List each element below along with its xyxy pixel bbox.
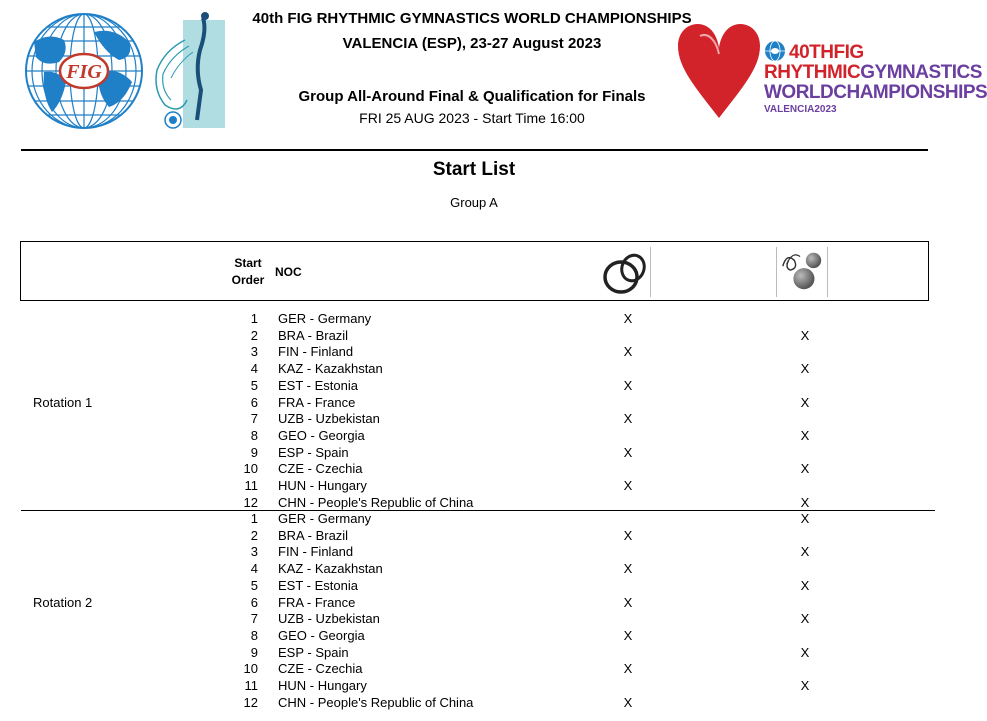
balls-ribbons-mark-cell: X — [800, 644, 810, 660]
hoops-mark-cell: X — [623, 444, 633, 460]
hoops-mark-cell: X — [623, 377, 633, 393]
start-order-cell: 2 — [250, 527, 258, 543]
document-title: Start List — [432, 159, 516, 180]
table-row — [0, 628, 940, 645]
noc-header: NOC — [275, 265, 302, 279]
event-logo-line3: WORLDCHAMPIONSHIPS — [764, 82, 987, 103]
balls-ribbons-mark-cell: X — [800, 461, 810, 477]
hoops-mark-cell: X — [623, 411, 633, 427]
event-logo-line1: 40THFIG — [789, 42, 864, 63]
championship-title: 40th FIG RHYTHMIC GYMNASTICS WORLD CHAMPIONSHIPS — [252, 10, 692, 27]
start-order-cell: 3 — [250, 544, 258, 560]
hoops-mark-cell: X — [623, 344, 633, 360]
fig-globe-logo — [24, 12, 144, 130]
event-logo-line4: VALENCIA2023 — [764, 104, 837, 115]
table-row — [0, 645, 940, 662]
noc-cell: FRA - France — [278, 594, 356, 610]
start-order-cell: 6 — [250, 594, 258, 610]
noc-cell: KAZ - Kazakhstan — [278, 561, 383, 577]
table-row — [0, 661, 940, 678]
noc-cell: FRA - France — [278, 394, 356, 410]
start-order-cell: 8 — [250, 627, 258, 643]
noc-cell: CZE - Czechia — [278, 661, 363, 677]
start-order-cell: 5 — [250, 577, 258, 593]
start-order-cell: 11 — [244, 678, 258, 693]
table-row — [0, 528, 940, 545]
balls-ribbons-mark-cell: X — [800, 678, 810, 693]
rotation-1-label: Rotation 1 — [33, 395, 93, 410]
balls-ribbons-mark-cell: X — [800, 394, 810, 410]
table-row — [0, 378, 940, 395]
noc-cell: BRA - Brazil — [278, 327, 349, 343]
group-label: Group A — [450, 195, 498, 210]
noc-cell: GER - Germany — [278, 311, 372, 326]
balls-ribbons-mark-cell: X — [800, 511, 810, 526]
session-date-time: FRI 25 AUG 2023 - Start Time 16:00 — [359, 110, 585, 126]
start-order-cell: 9 — [250, 644, 258, 660]
fig-logo-text: FIG — [66, 61, 102, 83]
noc-cell: GER - Germany — [278, 511, 372, 526]
balls-and-ribbons-icon — [776, 247, 828, 297]
table-row — [0, 544, 940, 561]
hoops-mark-cell: X — [623, 311, 633, 326]
noc-cell: EST - Estonia — [278, 377, 358, 393]
table-row — [0, 461, 940, 478]
table-row — [0, 495, 940, 512]
table-row — [0, 511, 940, 528]
hoops-mark-cell: X — [623, 661, 633, 677]
noc-cell: FIN - Finland — [278, 344, 354, 360]
noc-cell: GEO - Georgia — [278, 627, 365, 643]
noc-cell: UZB - Uzbekistan — [278, 611, 380, 627]
noc-cell: ESP - Spain — [278, 444, 349, 460]
table-row — [0, 411, 940, 428]
balls-ribbons-mark-cell: X — [800, 611, 810, 627]
table-row — [0, 328, 940, 345]
start-order-cell: 11 — [244, 478, 258, 493]
start-order-header: Start Order — [231, 256, 265, 287]
table-row — [0, 695, 940, 712]
table-row — [0, 361, 940, 378]
start-order-cell: 10 — [243, 661, 258, 677]
noc-cell: HUN - Hungary — [278, 478, 367, 493]
balls-ribbons-mark-cell: X — [800, 577, 810, 593]
start-order-cell: 4 — [250, 361, 258, 377]
header-divider — [21, 149, 928, 151]
table-row — [0, 311, 940, 328]
table-row — [0, 395, 940, 412]
start-order-cell: 1 — [250, 311, 258, 326]
table-row — [0, 578, 940, 595]
start-order-cell: 1 — [250, 511, 258, 526]
balls-ribbons-mark-cell: X — [800, 361, 810, 377]
start-order-cell: 6 — [250, 394, 258, 410]
hoops-mark-cell: X — [623, 627, 633, 643]
noc-cell: EST - Estonia — [278, 577, 358, 593]
hoops-mark-cell: X — [623, 694, 633, 710]
noc-cell: HUN - Hungary — [278, 678, 367, 693]
noc-cell: GEO - Georgia — [278, 427, 365, 443]
rotation-2-label: Rotation 2 — [33, 595, 93, 610]
start-order-cell: 5 — [250, 377, 258, 393]
hoops-mark-cell: X — [623, 561, 633, 577]
hoops-mark-cell: X — [623, 594, 633, 610]
start-order-cell: 7 — [250, 411, 258, 427]
noc-cell: CHN - People's Republic of China — [278, 494, 474, 510]
table-row — [0, 445, 940, 462]
event-logo-line2: RHYTHMICGYMNASTICS — [764, 62, 982, 83]
table-row — [0, 344, 940, 361]
noc-cell: BRA - Brazil — [278, 527, 349, 543]
icon-separator — [650, 247, 651, 297]
competition-name: Group All-Around Final & Qualification for Finals — [298, 88, 646, 105]
noc-cell: ESP - Spain — [278, 644, 349, 660]
event-wordmark-logo — [764, 40, 987, 120]
balls-ribbons-mark-cell: X — [800, 327, 810, 343]
noc-cell: KAZ - Kazakhstan — [278, 361, 383, 377]
table-header — [20, 241, 929, 301]
start-order-cell: 3 — [250, 344, 258, 360]
start-order-cell: 12 — [243, 694, 258, 710]
start-order-cell: 2 — [250, 327, 258, 343]
table-row — [0, 428, 940, 445]
hoops-mark-cell: X — [623, 527, 633, 543]
rotation-divider — [21, 510, 935, 511]
noc-cell: UZB - Uzbekistan — [278, 411, 380, 427]
noc-cell: CHN - People's Republic of China — [278, 694, 474, 710]
fig-small-globe-icon — [764, 40, 786, 62]
start-order-cell: 9 — [250, 444, 258, 460]
table-row — [0, 611, 940, 628]
table-row — [0, 478, 940, 495]
hoops-mark-cell: X — [623, 478, 633, 493]
hoops-icon — [601, 250, 651, 295]
start-order-cell: 10 — [243, 461, 258, 477]
start-order-cell: 7 — [250, 611, 258, 627]
balls-ribbons-mark-cell: X — [800, 494, 810, 510]
table-row — [0, 678, 940, 695]
start-order-cell: 8 — [250, 427, 258, 443]
start-order-cell: 4 — [250, 561, 258, 577]
table-row — [0, 561, 940, 578]
noc-cell: CZE - Czechia — [278, 461, 363, 477]
start-order-cell: 12 — [243, 494, 258, 510]
noc-cell: FIN - Finland — [278, 544, 354, 560]
balls-ribbons-mark-cell: X — [800, 544, 810, 560]
table-row — [0, 595, 940, 612]
venue-dates: VALENCIA (ESP), 23-27 August 2023 — [342, 35, 602, 52]
balls-ribbons-mark-cell: X — [800, 427, 810, 443]
rhythmic-gymnast-logo — [145, 10, 233, 132]
